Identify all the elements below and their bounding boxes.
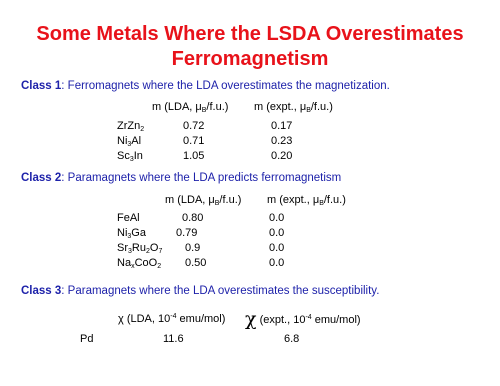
mu-symbol: μ: [195, 101, 202, 113]
class1-header-expt: [254, 101, 333, 114]
material-name: FeAl: [117, 212, 140, 224]
mu-symbol: μ: [299, 101, 307, 113]
m-expt-value: 0.20: [271, 150, 293, 162]
class2-header-lda-suffix: /f.u.): [219, 194, 242, 206]
class2-header-expt-prefix: m (expt.,: [267, 194, 313, 206]
table-row: [117, 135, 417, 149]
table-row: [80, 333, 380, 347]
title-line-2: Ferromagnetism: [171, 48, 329, 70]
material-name: $Ni_3Ga$: [117, 227, 146, 240]
class1-heading: [21, 80, 390, 92]
chi-symbol: χ: [245, 308, 257, 330]
class2-header-lda-prefix: m (LDA,: [165, 194, 209, 206]
m-lda-value: 0.50: [185, 257, 207, 269]
material-name: $Sc_3In$: [117, 150, 143, 163]
table-row: [117, 227, 417, 241]
class1-header-lda-prefix: m (LDA,: [152, 101, 196, 113]
class2-heading: [21, 172, 341, 184]
m-expt-value: 0.0: [269, 212, 285, 224]
exponent: -4: [170, 313, 177, 320]
class3-header-lda-prefix: (LDA, 10: [123, 313, 171, 325]
class1-header-expt-prefix: m (expt.,: [254, 101, 300, 113]
m-lda-value: 0.9: [185, 242, 201, 254]
material-name: $Sr_3Ru_2O_7$: [117, 242, 163, 255]
class3-header-lda: [118, 313, 225, 325]
m-lda-value: 0.71: [183, 135, 205, 147]
class2-description: : Paramagnets where the LDA predicts ferromagnetism: [61, 172, 342, 184]
mu-subscript: B: [319, 200, 324, 207]
mu-subscript: B: [214, 200, 220, 207]
m-expt-value: 0.23: [271, 135, 293, 147]
class2-header-lda: [165, 194, 241, 207]
exponent: -4: [305, 314, 312, 321]
class1-label: Class 1: [21, 80, 62, 92]
mu-subscript: B: [306, 107, 311, 114]
class1-header-lda-suffix: /f.u.): [206, 101, 229, 113]
material-name: Pd: [80, 333, 94, 345]
mu-symbol: μ: [312, 194, 320, 206]
table-row: [117, 120, 417, 134]
class3-description: : Paramagnets where the LDA overestimates the susceptibility.: [61, 285, 380, 297]
chi-expt-value: 6.8: [284, 333, 300, 345]
material-name: ZrZn$_2$: [117, 120, 145, 133]
table-row: [117, 242, 417, 256]
class3-header-lda-suffix: emu/mol): [176, 313, 226, 325]
mu-symbol: μ: [208, 194, 215, 206]
m-lda-value: 0.80: [182, 212, 204, 224]
table-row: [117, 212, 417, 226]
m-expt-value: 0.0: [269, 227, 285, 239]
class3-header-expt-suffix: emu/mol): [311, 314, 361, 326]
table-row: [117, 257, 417, 271]
class2-header-expt: [267, 194, 346, 207]
material-name: $Na_xCoO_2$: [117, 257, 162, 270]
mu-subscript: B: [201, 107, 207, 114]
class3-label: Class 3: [21, 285, 62, 297]
class3-header-expt-prefix: (expt., 10: [256, 314, 306, 326]
m-expt-value: 0.17: [271, 120, 293, 132]
material-name: $Ni_3Al$: [117, 135, 142, 148]
m-expt-value: 0.0: [269, 257, 285, 269]
class3-heading: [21, 285, 379, 297]
class3-header-expt: [245, 308, 361, 330]
chi-lda-value: 11.6: [163, 333, 184, 345]
class1-header-lda: [152, 101, 228, 114]
class2-header-expt-suffix: /f.u.): [323, 194, 346, 206]
m-lda-value: 1.05: [183, 150, 205, 162]
class2-label: Class 2: [21, 172, 62, 184]
table-row: [117, 150, 417, 164]
title-line-1: Some Metals Where the LSDA Overestimates: [36, 23, 464, 45]
m-lda-value: 0.79: [176, 227, 198, 239]
class1-header-expt-suffix: /f.u.): [310, 101, 333, 113]
chi-symbol: χ: [118, 313, 124, 325]
m-expt-value: 0.0: [269, 242, 285, 254]
m-lda-value: 0.72: [183, 120, 205, 132]
class1-description: : Ferromagnets where the LDA overestimates the magnetization.: [61, 80, 390, 92]
